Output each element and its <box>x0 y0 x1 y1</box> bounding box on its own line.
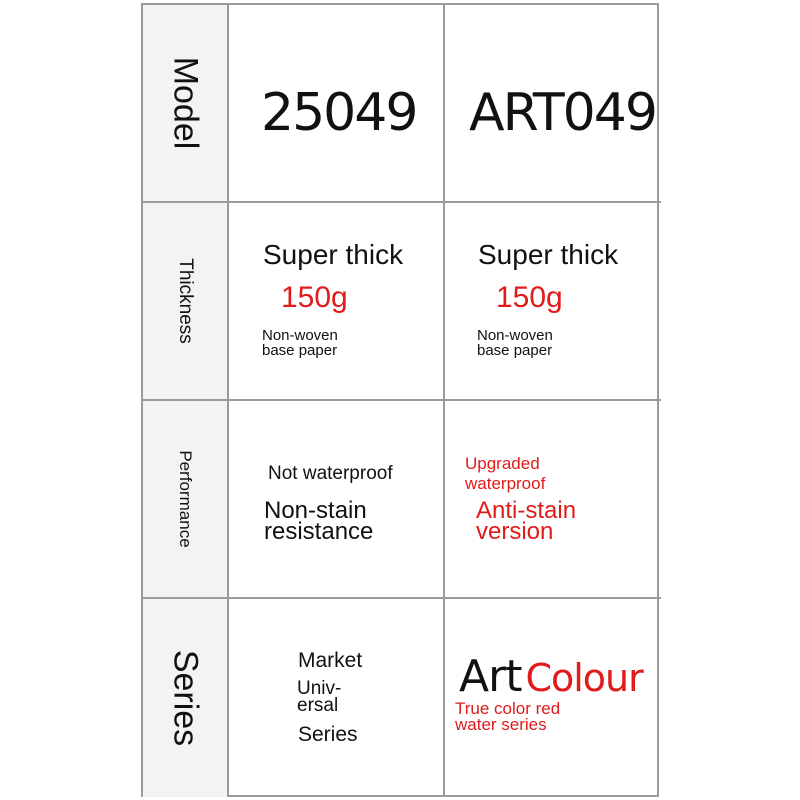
performance-label: Performance <box>176 450 195 548</box>
series-1-line2b: ersal <box>297 695 339 716</box>
thickness-cell-2 <box>445 203 661 401</box>
model-cell-1 <box>229 5 445 203</box>
thickness-weight-2: 150g <box>496 281 563 314</box>
row-header-model <box>143 5 229 203</box>
thickness-note-2a: Non-woven <box>477 327 553 344</box>
performance-1-line1: Not waterproof <box>268 463 393 484</box>
series-1-line2a: Univ- <box>297 678 342 699</box>
model-cell-2 <box>445 5 661 203</box>
comparison-table <box>141 3 659 797</box>
performance-2-line2b: version <box>476 518 554 545</box>
series-2-line2: water series <box>455 715 547 734</box>
model-label: Model <box>166 56 205 150</box>
series-1-line1: Market <box>298 649 363 672</box>
thickness-note-2b: base paper <box>477 342 553 359</box>
performance-2-line1a: Upgraded <box>465 454 540 473</box>
thickness-title-1: Super thick <box>263 239 404 270</box>
model-value-2: ART049 <box>469 83 656 143</box>
logo-colour-text: Colour <box>525 656 643 700</box>
performance-2-line2a: Anti-stain <box>476 497 577 524</box>
thickness-title-2: Super thick <box>478 239 619 270</box>
thickness-note-1b: base paper <box>262 342 338 359</box>
row-header-series <box>143 599 229 797</box>
series-cell-1 <box>229 599 445 797</box>
performance-2-line1b: waterproof <box>465 474 546 493</box>
row-header-performance <box>143 401 229 599</box>
series-cell-2 <box>445 599 661 797</box>
series-2-line1: True color red <box>455 699 561 718</box>
performance-cell-2 <box>445 401 661 599</box>
thickness-cell-1 <box>229 203 445 401</box>
model-value-1: 25049 <box>261 83 417 143</box>
thickness-note-1a: Non-woven <box>262 327 338 344</box>
series-1-line3: Series <box>298 723 358 746</box>
performance-1-line2b: resistance <box>264 518 374 545</box>
performance-cell-1 <box>229 401 445 599</box>
series-label: Series <box>166 649 205 747</box>
thickness-weight-1: 150g <box>281 281 348 314</box>
thickness-label: Thickness <box>175 258 196 344</box>
row-header-thickness <box>143 203 229 401</box>
performance-1-line2a: Non-stain <box>264 497 367 524</box>
logo-art-text: Art <box>459 651 522 702</box>
art-colour-logo <box>459 651 643 702</box>
